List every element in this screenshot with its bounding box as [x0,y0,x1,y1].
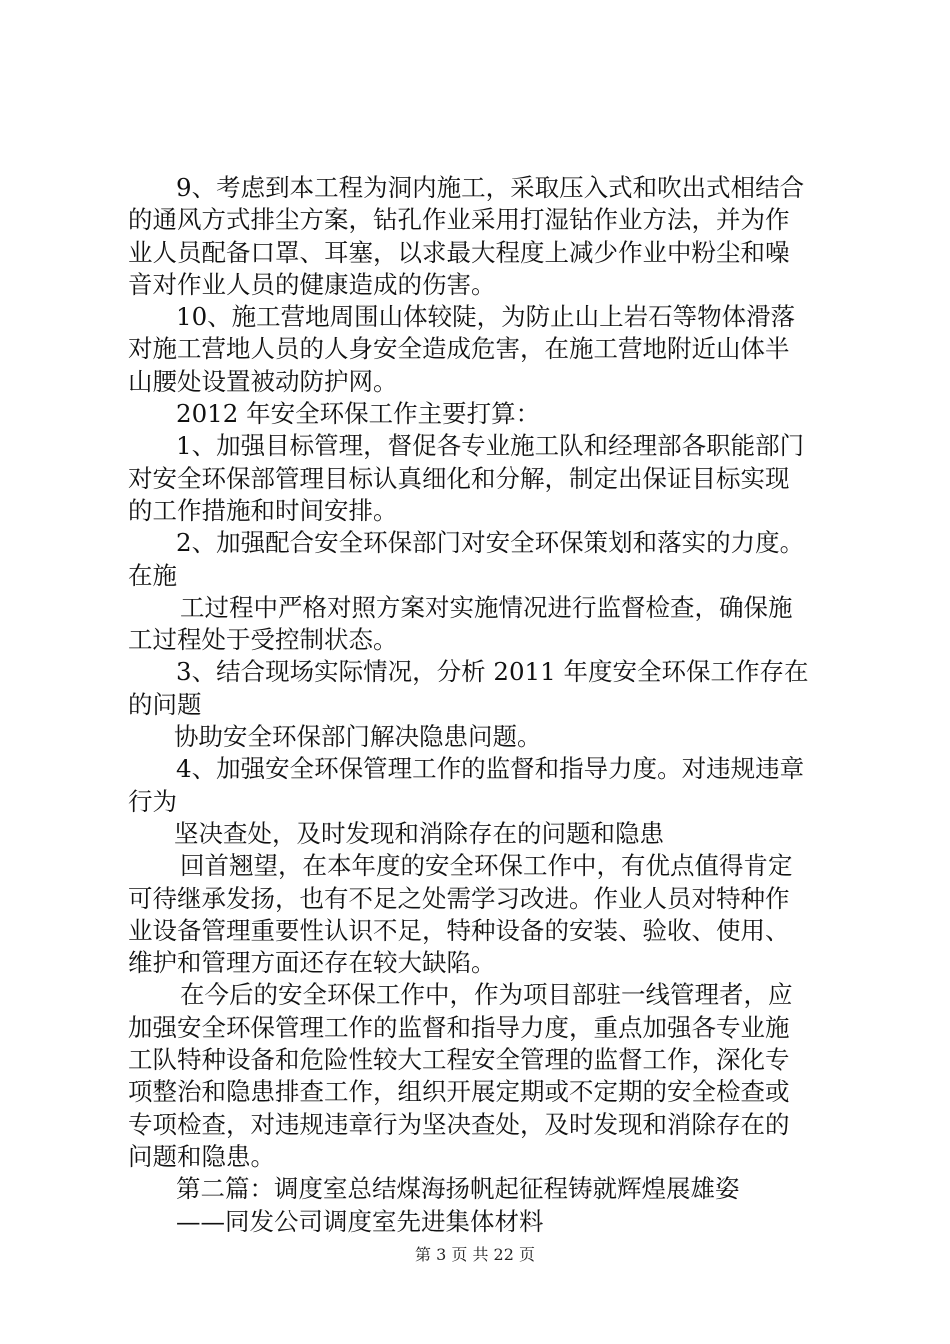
text-line: 坚决查处，及时发现和消除存在的问题和隐患 [174,818,664,848]
chapter-title: 第二篇：调度室总结煤海扬帆起征程铸就辉煌展雄姿 [176,1174,740,1204]
text-line: 工过程处于受控制状态。 [128,625,398,655]
text-line: 加强安全环保管理工作的监督和指导力度，重点加强各专业施 [128,1012,790,1042]
text-line: 可待继承发扬，也有不足之处需学习改进。作业人员对特种作 [128,883,790,913]
text-line: 行为 [128,786,177,816]
text-line: 10、施工营地周围山体较陡，为防止山上岩石等物体滑落 [176,302,796,332]
text-line: 1、加强目标管理，督促各专业施工队和经理部各职能部门 [176,431,805,461]
text-line: 项整治和隐患排查工作，组织开展定期或不定期的安全检查或 [128,1077,790,1107]
text-line: 在今后的安全环保工作中，作为项目部驻一线管理者，应 [180,980,793,1010]
text-line: 对安全环保部管理目标认真细化和分解，制定出保证目标实现 [128,463,790,493]
text-line: 业人员配备口罩、耳塞，以求最大程度上减少作业中粉尘和噪 [128,237,790,267]
chapter-subtitle: ——同发公司调度室先进集体材料 [176,1206,544,1236]
text-line: 音对作业人员的健康造成的伤害。 [128,269,496,299]
text-line: 山腰处设置被动防护网。 [128,366,398,396]
document-body [128,172,848,1238]
text-line: 问题和隐患。 [128,1141,275,1171]
section-heading: 2012 年安全环保工作主要打算： [176,399,541,429]
page-footer: 第 3 页 共 22 页 [415,1245,535,1264]
text-line: 专项检查，对违规违章行为坚决查处，及时发现和消除存在的 [128,1109,790,1139]
text-line: 的工作措施和时间安排。 [128,495,398,525]
text-line: 在施 [128,560,177,590]
text-line: 回首翘望，在本年度的安全环保工作中，有优点值得肯定 [180,851,793,881]
text-line: 的通风方式排尘方案，钻孔作业采用打湿钻作业方法，并为作 [128,205,790,235]
text-line: 9、考虑到本工程为洞内施工，采取压入式和吹出式相结合 [176,173,805,202]
text-line: 4、加强安全环保管理工作的监督和指导力度。对违规违章 [176,754,805,784]
text-line: 工队特种设备和危险性较大工程安全管理的监督工作，深化专 [128,1045,790,1075]
text-line: 业设备管理重要性认识不足，特种设备的安装、验收、使用、 [128,915,790,945]
text-line: 协助安全环保部门解决隐患问题。 [174,722,542,752]
text-line: 2、加强配合安全环保部门对安全环保策划和落实的力度。 [176,528,805,558]
text-line: 对施工营地人员的人身安全造成危害，在施工营地附近山体半 [128,334,790,364]
text-line: 维护和管理方面还存在较大缺陷。 [128,948,496,978]
text-line: 的问题 [128,689,202,719]
text-line: 工过程中严格对照方案对实施情况进行监督检查，确保施 [180,592,793,622]
text-line: 3、结合现场实际情况，分析 2011 年度安全环保工作存在 [176,657,809,687]
